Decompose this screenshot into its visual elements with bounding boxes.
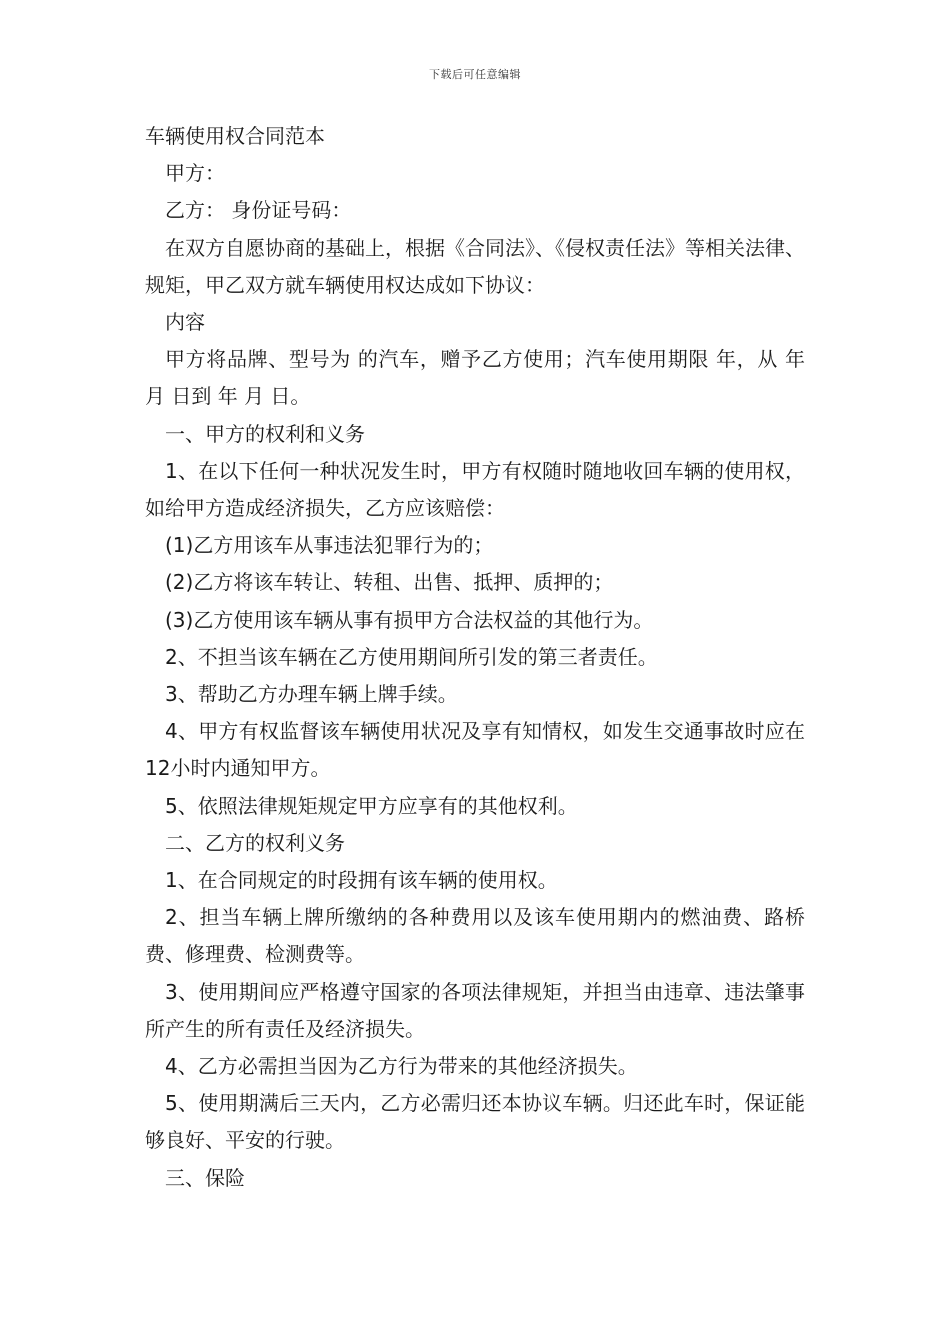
list-item: (1)乙方用该车从事违法犯罪行为的； xyxy=(165,533,494,558)
section-heading: 三、保险 xyxy=(165,1165,245,1190)
paragraph: 在双方自愿协商的基础上，根据《合同法》、《侵权责任法》等相关法律、规矩，甲乙双方就车辆使用权达成如下协议： xyxy=(145,235,805,297)
paragraph: 4、乙方必需担当因为乙方行为带来的其他经济损失。 xyxy=(165,1054,638,1079)
paragraph: 4、甲方有权监督该车辆使用状况及享有知情权，如发生交通事故时应在12小时内通知甲方。 xyxy=(145,719,805,781)
paragraph: 5、使用期满后三天内，乙方必需归还本协议车辆。归还此车时，保证能够良好、平安的行驶。 xyxy=(145,1091,805,1153)
paragraph: 1、在以下任何一种状况发生时，甲方有权随时随地收回车辆的使用权，如给甲方造成经济损失，乙方应该赔偿： xyxy=(145,458,805,521)
section-heading: 二、乙方的权利义务 xyxy=(165,830,345,855)
paragraph: 甲方将品牌、型号为 的汽车，赠予乙方使用；汽车使用期限 年，从 年 月 日到 年 月 日。 xyxy=(145,347,805,409)
document-body xyxy=(145,118,805,1197)
paragraph: 2、不担当该车辆在乙方使用期间所引发的第三者责任。 xyxy=(165,644,658,669)
paragraph: 2、担当车辆上牌所缴纳的各种费用以及该车使用期内的燃油费、路桥费、修理费、检测费等。 xyxy=(145,905,805,967)
list-item: (2)乙方将该车转让、转租、出售、抵押、质押的； xyxy=(165,570,614,595)
paragraph: 内容 xyxy=(165,310,205,335)
paragraph: 甲方： xyxy=(165,161,225,186)
paragraph: 乙方： 身份证号码： xyxy=(165,198,352,223)
header-note: 下载后可任意编辑 xyxy=(429,68,521,81)
paragraph: 3、使用期间应严格遵守国家的各项法律规矩，并担当由违章、违法肇事所产生的所有责任及经济损失。 xyxy=(145,979,805,1041)
section-heading: 一、甲方的权利和义务 xyxy=(165,421,365,446)
paragraph: 1、在合同规定的时段拥有该车辆的使用权。 xyxy=(165,868,558,893)
paragraph: 3、帮助乙方办理车辆上牌手续。 xyxy=(165,682,458,707)
list-item: (3)乙方使用该车辆从事有损甲方合法权益的其他行为。 xyxy=(165,607,654,632)
document-title: 车辆使用权合同范本 xyxy=(145,124,325,148)
paragraph: 5、依照法律规矩规定甲方应享有的其他权利。 xyxy=(165,793,578,818)
